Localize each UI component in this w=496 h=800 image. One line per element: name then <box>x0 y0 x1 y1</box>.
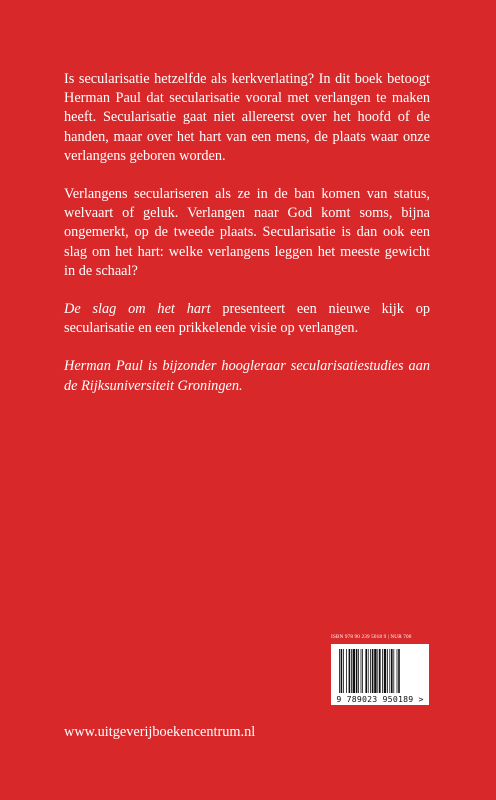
barcode-bar <box>365 649 367 693</box>
blurb-paragraph-2: Verlangens seculariseren als ze in de ban komen van status, welvaart of geluk. Verlangen naar God komt soms, bijna ongemerkt, op de tweede plaats. Secularisatie is dan ook een slag om het hart: welke verlangens leggen het meeste gewicht in de schaal? <box>64 186 430 279</box>
barcode <box>331 644 429 705</box>
barcode-bar <box>393 649 394 693</box>
publisher-website: www.uitgeverijboekencentrum.nl <box>64 724 256 740</box>
barcode-bar <box>339 649 340 693</box>
barcode-bar <box>370 649 371 693</box>
barcode-bar <box>372 649 374 693</box>
barcode-bar <box>384 649 386 693</box>
barcode-bar <box>391 649 393 693</box>
barcode-bar <box>374 649 376 693</box>
back-cover-blurb <box>64 70 430 396</box>
barcode-bar <box>382 649 383 693</box>
blurb-paragraph-1: Is secularisatie hetzelfde als kerkverlating? In dit boek betoogt Herman Paul dat secularisatie vooral met verlangen te maken heeft. Secularisatie gaat niet allereerst over het hoofd of de handen, maar over het hart van een mens, de plaats waar onze verlangens geboren worden. <box>64 71 430 164</box>
barcode-bar <box>362 649 363 693</box>
barcode-bar <box>356 649 358 693</box>
barcode-bar <box>343 649 344 693</box>
barcode-bar <box>351 649 352 693</box>
author-bio-text: Herman Paul is bijzonder hoogleraar secularisatiestudies aan de Rijksuniversiteit Groningen. <box>64 358 430 394</box>
barcode-bar <box>397 649 398 693</box>
barcode-bar <box>346 649 347 693</box>
barcode-bar <box>341 649 343 693</box>
barcode-bar <box>368 649 369 693</box>
blurb-paragraph-3 <box>64 300 430 338</box>
isbn-line: ISBN 978 90 239 5018 9 | NUR 700 <box>331 634 412 640</box>
barcode-bar <box>387 649 388 693</box>
barcode-bars-icon <box>337 649 423 693</box>
barcode-bar <box>398 649 400 693</box>
blurb-paragraph-3-rest: presenteert een nieuwe kijk op secularisatie en een prikkelende visie op verlangen. <box>64 301 430 337</box>
barcode-bar <box>377 649 378 693</box>
barcode-digits: 9 789023 950189 > <box>336 694 424 704</box>
barcode-bar <box>349 649 351 693</box>
book-title-italic: De slag om het hart <box>64 301 211 318</box>
barcode-bar <box>358 649 359 693</box>
barcode-bar <box>361 649 362 693</box>
author-bio <box>64 357 430 395</box>
barcode-bar <box>379 649 381 693</box>
barcode-bar <box>353 649 355 693</box>
barcode-bar <box>389 649 390 693</box>
